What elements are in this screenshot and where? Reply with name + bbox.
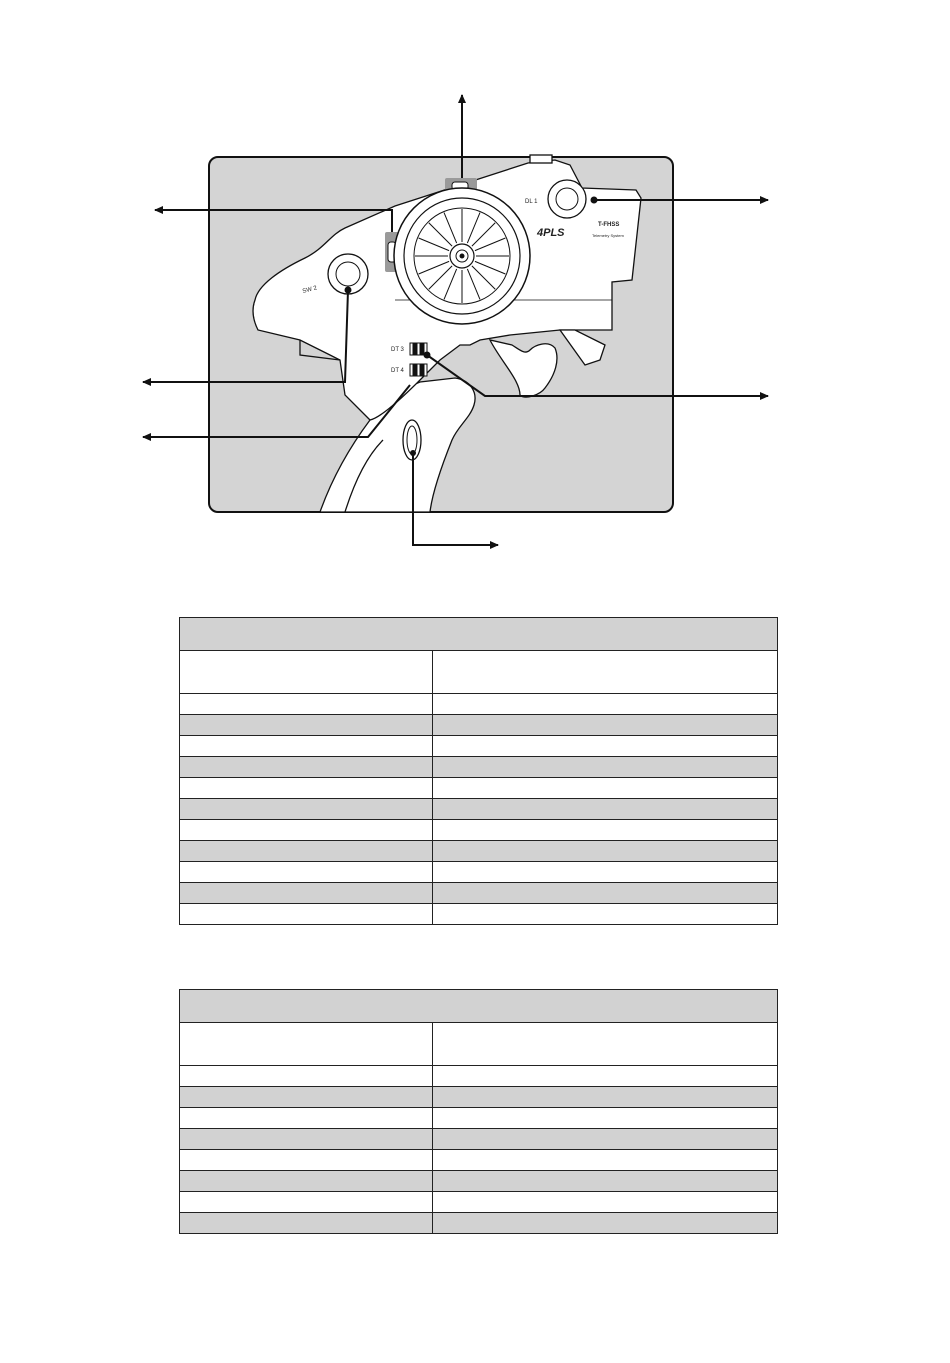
table-cell bbox=[433, 862, 778, 883]
table-cell bbox=[180, 1108, 433, 1129]
table-cell bbox=[433, 1066, 778, 1087]
table-cell bbox=[433, 1150, 778, 1171]
table-cell bbox=[180, 715, 433, 736]
label-dt4: DT 4 bbox=[391, 368, 404, 374]
table-upper-row bbox=[180, 883, 778, 904]
table-upper-subheader-right bbox=[433, 651, 778, 694]
table-cell bbox=[433, 736, 778, 757]
table-cell bbox=[180, 1213, 433, 1234]
table-cell bbox=[433, 715, 778, 736]
table-upper-row bbox=[180, 799, 778, 820]
table-cell bbox=[433, 694, 778, 715]
table-lower-row bbox=[180, 1150, 778, 1171]
table-lower-row bbox=[180, 1066, 778, 1087]
steering-wheel bbox=[394, 188, 530, 324]
table-upper-row bbox=[180, 904, 778, 925]
table-cell bbox=[180, 1192, 433, 1213]
label-dt3: DT 3 bbox=[391, 347, 404, 353]
table-cell bbox=[433, 1087, 778, 1108]
label-brand: T-FHSS bbox=[598, 222, 620, 228]
table-cell bbox=[180, 1066, 433, 1087]
table-lower-row bbox=[180, 1087, 778, 1108]
table-upper-row bbox=[180, 715, 778, 736]
table-lower-header bbox=[180, 990, 778, 1023]
label-sw: SW 2 bbox=[301, 285, 318, 295]
table-cell bbox=[433, 799, 778, 820]
table-cell bbox=[433, 1213, 778, 1234]
table-lower-row bbox=[180, 1171, 778, 1192]
table-lower-row bbox=[180, 1108, 778, 1129]
table-cell bbox=[433, 1171, 778, 1192]
table-upper bbox=[179, 617, 778, 925]
table-cell bbox=[433, 841, 778, 862]
table-cell bbox=[433, 1108, 778, 1129]
table-upper-row bbox=[180, 841, 778, 862]
table-cell bbox=[180, 799, 433, 820]
label-dl1: DL 1 bbox=[525, 199, 538, 205]
table-cell bbox=[433, 904, 778, 925]
table-cell bbox=[433, 820, 778, 841]
table-cell bbox=[180, 1087, 433, 1108]
table-cell bbox=[180, 757, 433, 778]
transmitter-diagram bbox=[0, 0, 950, 600]
table-cell bbox=[180, 1150, 433, 1171]
table-cell bbox=[433, 778, 778, 799]
table-upper-subheader-left bbox=[180, 651, 433, 694]
table-lower-row bbox=[180, 1213, 778, 1234]
table-upper-row bbox=[180, 820, 778, 841]
table-lower-subheader-right bbox=[433, 1023, 778, 1066]
table-lower-row bbox=[180, 1192, 778, 1213]
table-cell bbox=[180, 1171, 433, 1192]
table-upper-header bbox=[180, 618, 778, 651]
table-lower bbox=[179, 989, 778, 1234]
table-cell bbox=[180, 862, 433, 883]
label-brand-sub: Telemetry System bbox=[592, 233, 624, 238]
table-cell bbox=[433, 757, 778, 778]
table-cell bbox=[180, 841, 433, 862]
table-cell bbox=[180, 1129, 433, 1150]
table-upper-row bbox=[180, 736, 778, 757]
table-cell bbox=[180, 778, 433, 799]
table-upper-row bbox=[180, 757, 778, 778]
table-lower-row bbox=[180, 1129, 778, 1150]
table-cell bbox=[180, 736, 433, 757]
table-upper-row bbox=[180, 694, 778, 715]
table-cell bbox=[180, 883, 433, 904]
table-cell bbox=[180, 820, 433, 841]
table-cell bbox=[433, 1129, 778, 1150]
table-lower-subheader-left bbox=[180, 1023, 433, 1066]
table-cell bbox=[180, 904, 433, 925]
sw-dial bbox=[328, 254, 368, 294]
table-cell bbox=[433, 883, 778, 904]
table-upper-row bbox=[180, 862, 778, 883]
table-cell bbox=[433, 1192, 778, 1213]
label-model: 4PLS bbox=[537, 227, 565, 239]
table-cell bbox=[180, 694, 433, 715]
table-upper-row bbox=[180, 778, 778, 799]
